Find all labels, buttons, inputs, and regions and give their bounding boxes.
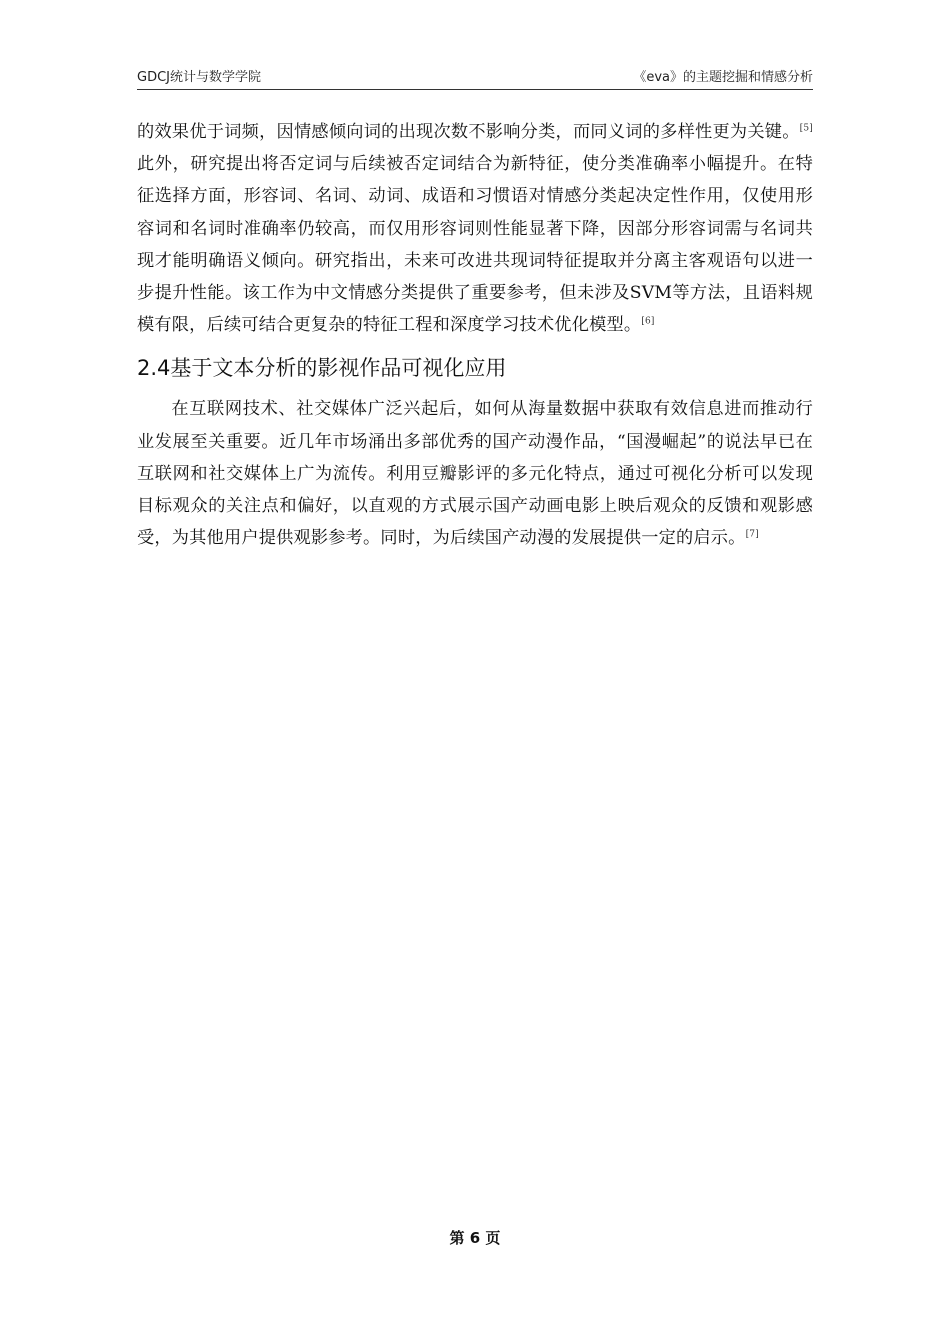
- citation-ref-5[interactable]: [5]: [799, 123, 813, 134]
- citation-ref-7[interactable]: [7]: [745, 529, 759, 540]
- header-institution: GDCJ统计与数学学院: [137, 70, 261, 85]
- paragraph-text: 的效果优于词频，因情感倾向词的出现次数不影响分类，而同义词的多样性更为关键。: [137, 122, 800, 142]
- citation-ref-6[interactable]: [6]: [641, 316, 655, 327]
- paragraph-text: 在互联网技术、社交媒体广泛兴起后，如何从海量数据中获取有效信息进而推动行业发展至关重要。近几年市场涌出多部优秀的国产动漫作品，“国漫崛起”的说法早已在互联网和社交媒体上广为流传。利用豆瓣影评的多元化特点，通过可视化分析可以发现目标观众的关注点和偏好，以直观的方式展示国产动画电影上映后观众的反馈和观影感受，为其他用户提供观影参考。同时，为后续国产动漫的发展提供一定的启示。: [137, 399, 813, 549]
- body-paragraph-2: [137, 393, 813, 554]
- section-heading: 2.4基于文本分析的影视作品可视化应用: [137, 356, 507, 381]
- page-body: [137, 116, 813, 554]
- body-paragraph-1: [137, 116, 813, 341]
- page-number: 第 6 页: [449, 1229, 501, 1247]
- page-header: [137, 66, 813, 88]
- header-paper-title: 《eva》的主题挖掘和情感分析: [633, 70, 813, 85]
- header-divider: [137, 89, 813, 90]
- paragraph-text: 此外，研究提出将否定词与后续被否定词结合为新特征，使分类准确率小幅提升。在特征选择方面，形容词、名词、动词、成语和习惯语对情感分类起决定性作用，仅使用形容词和名词时准确率仍较高，而仅用形容词则性能显著下降，因部分形容词需与名词共现才能明确语义倾向。研究指出，未来可改进共现词特征提取并分离主客观语句以进一步提升性能。该工作为中文情感分类提供了重要参考，但未涉及SVM等方法，且语料规模有限，后续可结合更复杂的特征工程和深度学习技术优化模型。: [137, 154, 813, 336]
